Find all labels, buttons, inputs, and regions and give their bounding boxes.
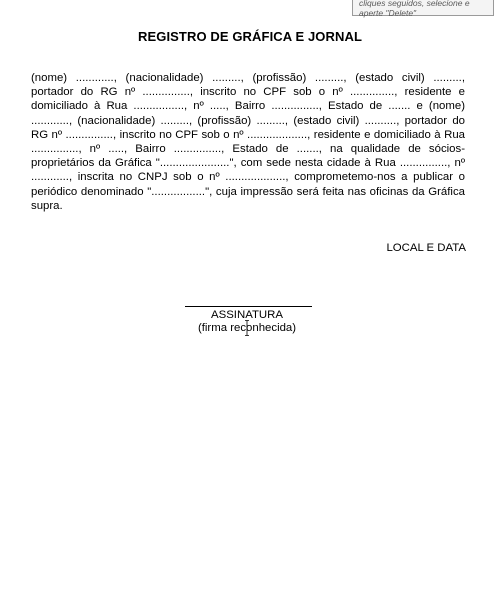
tooltip-line-1: cliques seguidos, selecione e bbox=[359, 0, 470, 8]
text-cursor-icon bbox=[245, 320, 249, 336]
document-body[interactable]: (nome) ............, (nacionalidade) ........., (profissão) ........., (estado civil) ........., portador do RG nº ..............., inscrito no CPF sob o nº .............., residente e domiciliado à Rua ................, nº ....., Bairro ..............., Estado de ....... e (nome) ............, (nacionalidade) ........., (profissão) ........., (estado civil) .........., portador do RG nº ..............., inscrito no CPF sob o nº ..................., residente e domiciliado à Rua ..............., nº ....., Bairro ..............., Estado de ......., na qualidade de sócios-proprietários da Gráfica "......................", com sede nesta cidade à Rua ..............., nº ............, inscrita no CNPJ sob o nº ..................., comprometemo-nos a publicar o periódico denominado ".................", cuja impressão será feita nas oficinas da Gráfica supra. bbox=[31, 72, 465, 212]
local-and-date: LOCAL E DATA bbox=[386, 242, 466, 254]
signature-note: (firma reconhecida) bbox=[197, 322, 297, 334]
tooltip-line-2: aperte "Delete" bbox=[359, 8, 417, 18]
signature-label: ASSINATURA bbox=[211, 309, 283, 321]
instruction-tooltip bbox=[352, 0, 494, 16]
document-title: REGISTRO DE GRÁFICA E JORNAL bbox=[137, 29, 363, 44]
signature-line bbox=[185, 306, 312, 307]
